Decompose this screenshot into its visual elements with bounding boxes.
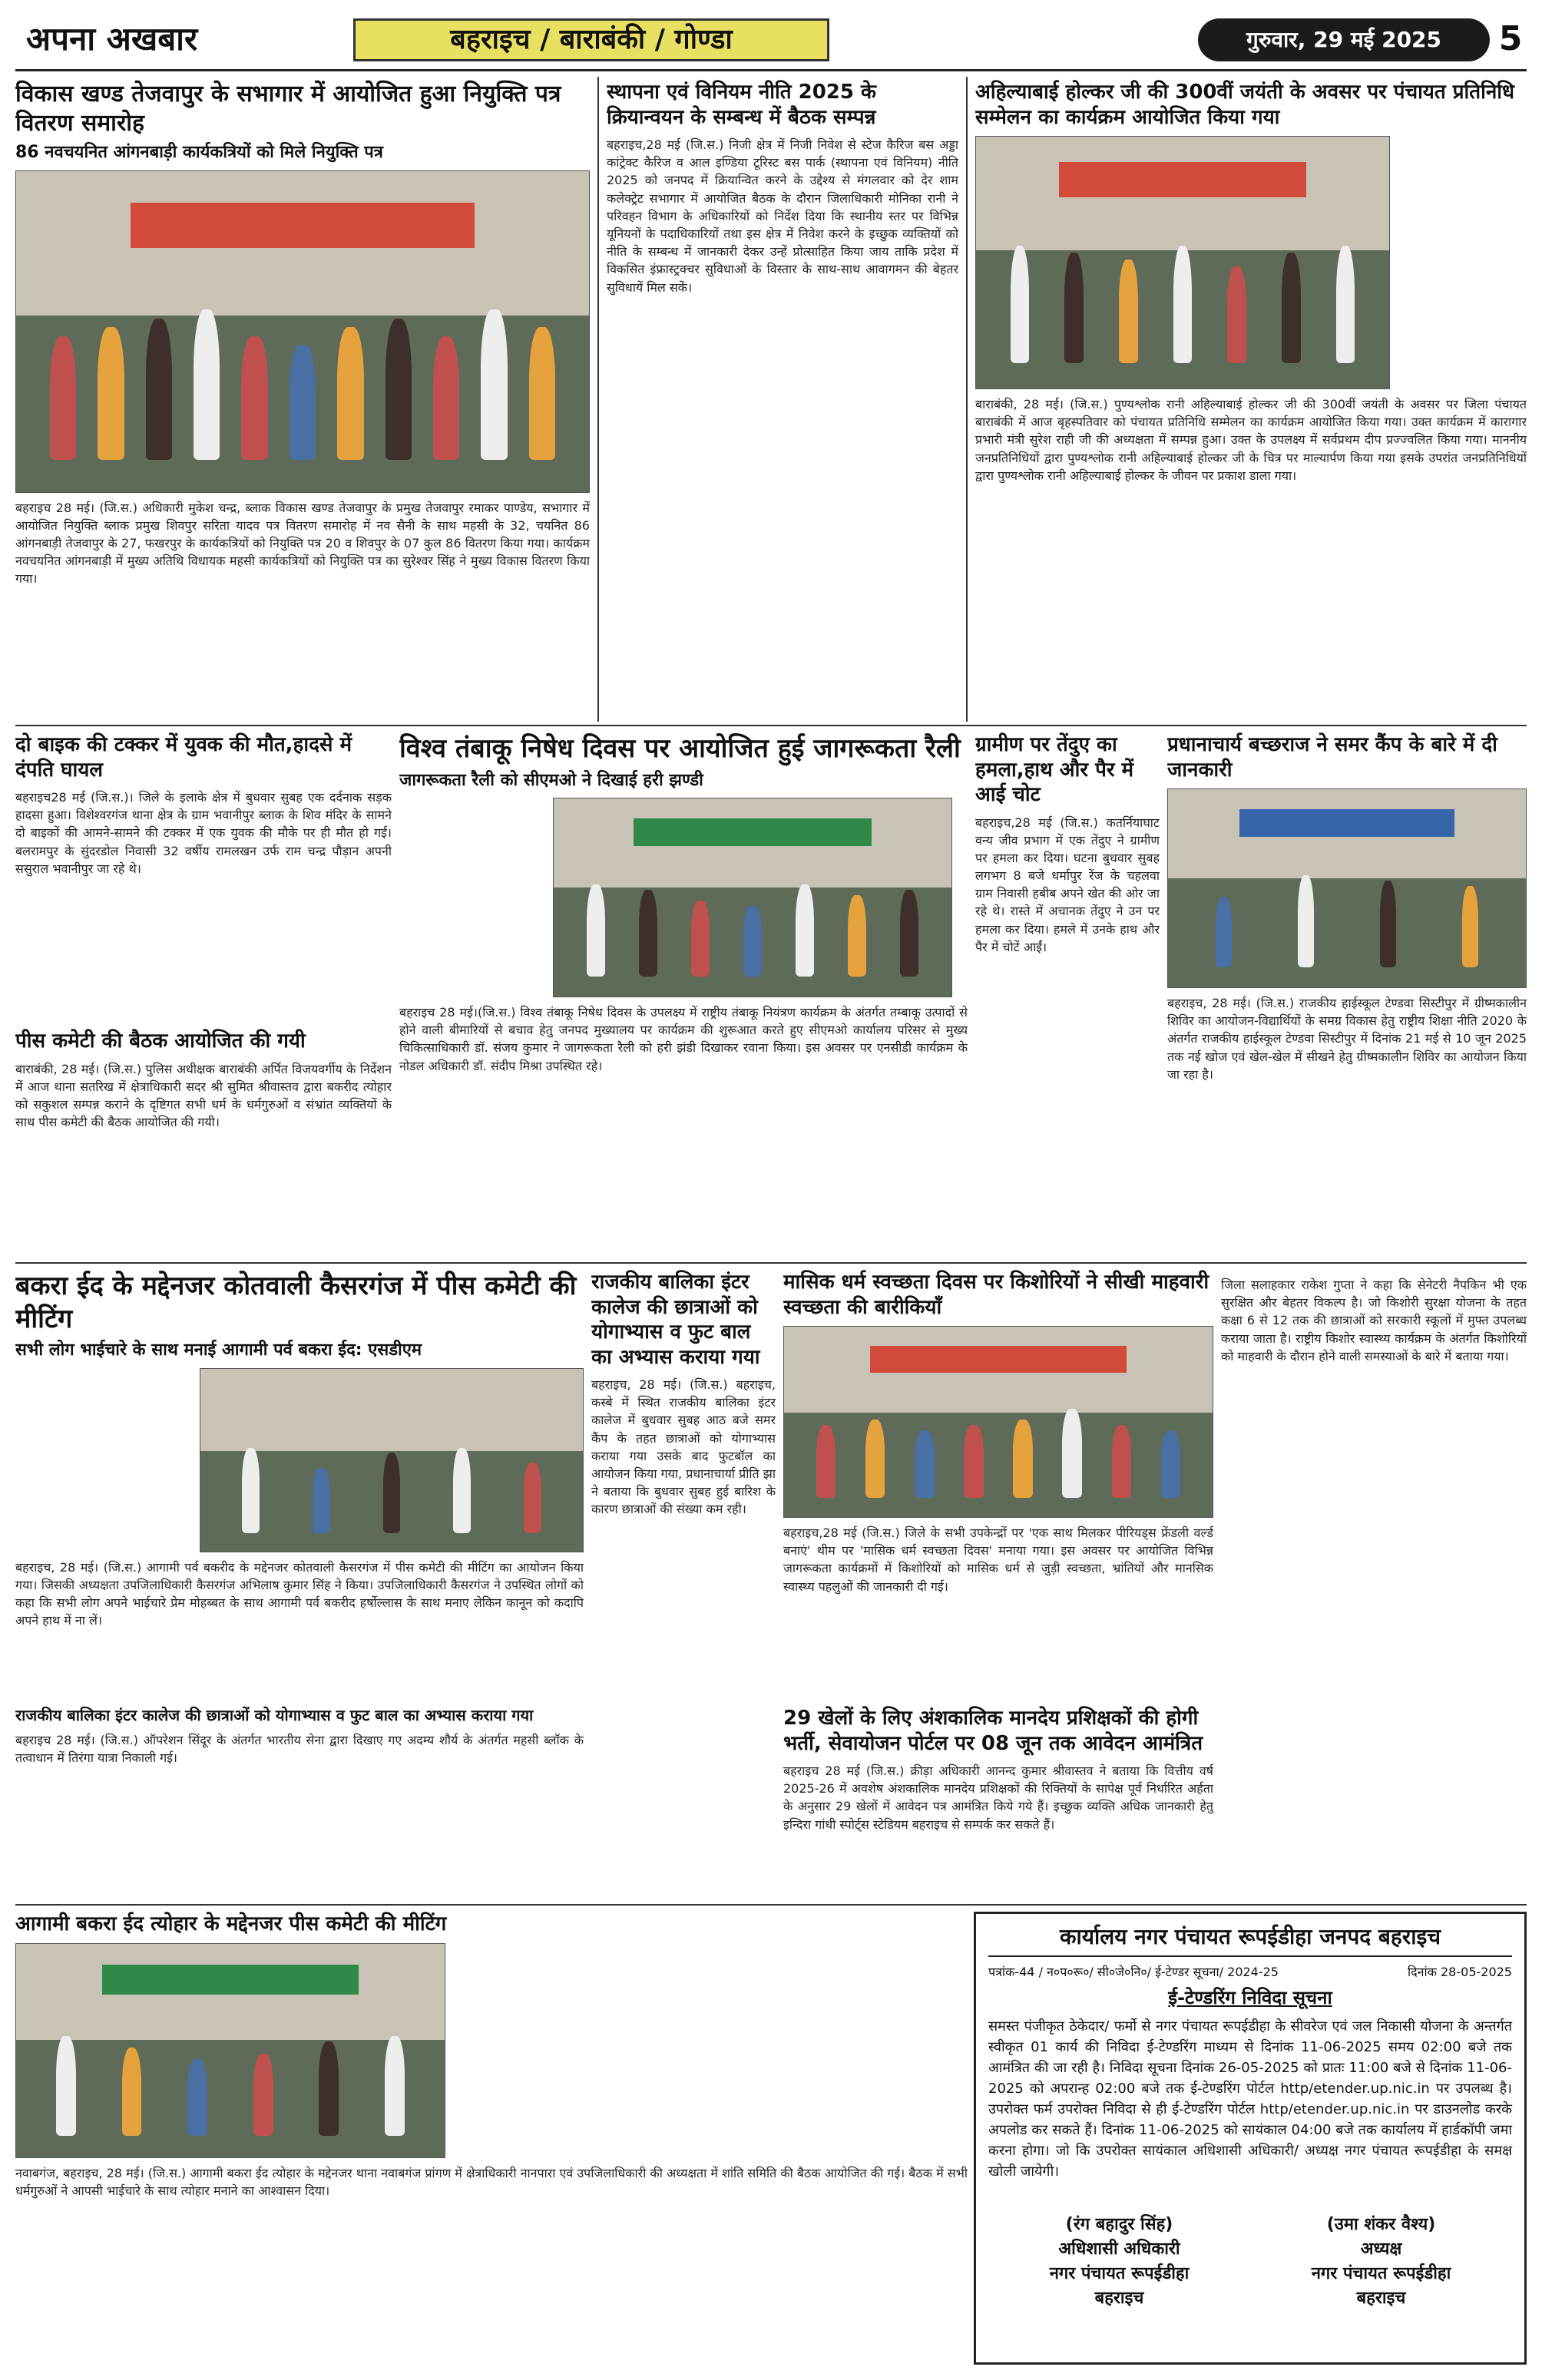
issue-date: गुरुवार, 29 मई 2025 [1198, 18, 1490, 61]
section-divider [15, 725, 1527, 726]
article-subhead: जागरूकता रैली को सीएमओ ने दिखाई हरी झण्डी [399, 770, 703, 790]
article-headline: ग्रामीण पर तेंदुए का हमला,हाथ और पैर में आई चोट [975, 733, 1134, 806]
article-body: बहराइच, 28 मई। (जि.स.) राजकीय हाईस्कूल टेण्डवा सिस्टीपुर में ग्रीष्मकालीन शिविर का आयोजन-विद्यार्थियों के समग्र विकास हेतु राष्ट्रीय शिक्षा नीति 2020 के अंतर्गत राजकीय हाईस्कूल टेण्डवा सिस्टीपुर में दिनांक 21 मई से 10 जून 2025 तक नई खोज एवं खेल-खेल में सीखने हेतु ग्रीष्मकालीन शिविर का आयोजन किया जा रहा है। [1167, 996, 1527, 1082]
article-summer-camp [1167, 732, 1527, 1254]
page-number: 5 [1498, 19, 1523, 58]
article-photo [200, 1368, 584, 1552]
article-headline: स्थापना एवं विनियम नीति 2025 के क्रियान्वयन के सम्बन्ध में बैठक सम्पन्न [607, 81, 876, 129]
article-body: बहराइच 28 मई (जि.स.) क्रीड़ा अधिकारी आनन्द कुमार श्रीवास्तव ने बताया कि वित्तीय वर्ष 2025-26 में अवशेष अंशकालिक मानदेय प्रशिक्षकों की रिक्तियों के सापेक्ष पूर्व निर्धारित अर्हता के अनुसार 29 खेलों में आवेदन पत्र आमंत्रित किये गये हैं। इच्छुक व्यक्ति अधिक जानकारी हेतु इन्दिरा गांधी स्पोर्ट्स स्टेडियम बहराइच से सम्पर्क कर सकते हैं। [783, 1764, 1213, 1832]
article-photo [15, 1943, 445, 2158]
column-divider [597, 77, 599, 722]
article-kaisarganj-peace-committee [15, 1270, 584, 1700]
article-subhead: 86 नवचयनित आंगनबाड़ी कार्यकत्रियों को मिले नियुक्ति पत्र [15, 143, 383, 162]
article-sports-trainers [783, 1706, 1213, 1898]
signatory-name: (उमा शंकर वैश्य) [1326, 2215, 1436, 2234]
article-subhead: सभी लोग भाईचारे के साथ मनाई आगामी पर्व बकरा ईद: एसडीएम [15, 1340, 422, 1360]
article-photo [783, 1326, 1213, 1518]
article-body: बहराइच28 मई (जि.स.)। जिले के इलाके क्षेत्र में बुधवार सुबह एक दर्दनाक सड़क हादसा हुआ। विशेश्वरगंज थाना क्षेत्र के ग्राम भवानीपुर ब्लाक के शिव मंदिर के सामने दो बाइकों की आमने-सामने की टक्कर में एक युवक की मौके पर ही मौत हो गई। बलरामपुर के सुंदरडोल निवासी 32 वर्षीय रामलखन उर्फ राम चन्द्र पौड़ान अपनी ससुराल भवानीपुर जा रहे थे। [15, 790, 392, 876]
edition-banner: बहराइच / बाराबंकी / गोण्डा [353, 18, 829, 61]
signatory-place: बहराइच [1094, 2288, 1144, 2308]
signatory-place: बहराइच [1356, 2288, 1406, 2308]
notice-subtitle: ई-टेण्डरिंग निविदा सूचना [1168, 1987, 1332, 2008]
article-body: बहराइच, 28 मई। (जि.स.) बहराइच, कस्बे में स्थित राजकीय बालिका इंटर कालेज में बुधवार सुबह आठ बजे समर कैंप के तहत छात्राओं को योगाभ्यास कराया गया उसके बाद फुटबॉल का आयोजन किया गया, प्रधानाचार्या प्रीति झा ने बताया कि बुधवार सुबह हुई बारिश के कारण छात्राओं की संख्या कम रही। [591, 1377, 776, 1517]
brand-title: अपना अखबार [26, 20, 198, 58]
article-body: नवाबगंज, बहराइच, 28 मई। (जि.स.) आगामी बकरा ईद त्योहार के मद्देनजर थाना नवाबगंज प्रांगण में क्षेत्राधिकारी नानपारा एवं उपजिलाधिकारी की अध्यक्षता में शांति समिति की बैठक आयोजित की गई। बैठक में सभी धर्मगुरुओं ने आपसी भाईचारे के साथ त्योहार मनाने का आश्वासन दिया। [15, 2165, 968, 2198]
notice-reference [988, 1963, 1512, 1980]
article-headline: 29 खेलों के लिए अंशकालिक मानदेय प्रशिक्षकों की होगी भर्ती, सेवायोजन पोर्टल पर 08 जून तक आवेदन आमंत्रित [783, 1707, 1203, 1755]
article-peace-committee-barabanki [15, 1029, 392, 1254]
article-body: बहराइच,28 मई (जि.स.) जिले के सभी उपकेन्द्रों पर 'एक साथ मिलकर पीरियड्स फ्रेंडली वर्ल्ड बनाएं' थीम पर 'मासिक धर्म स्वच्छता दिवस' मनाया गया। इस अवसर पर आयोजित विभिन्न जागरूकता कार्यक्रमों में किशोरियों को मासिक धर्म से जुड़ी स्वच्छता, भ्रांतियों और मानसिक स्वास्थ्य पहलुओं की जानकारी दी गई। [783, 1526, 1213, 1594]
article-headline: आगामी बकरा ईद त्योहार के मद्देनजर पीस कमेटी की मीटिंग [15, 1912, 447, 1935]
article-body: बहराइच,28 मई (जि.स.) कतर्नियाघाट वन्य जीव प्रभाग में एक तेंदुए ने ग्रामीण पर हमला कर दिया। घटना बुधवार सुबह लगभग 8 बजे धर्मापुर रेंज के चहलवा ग्राम निवासी हबीब अपने खेत की ओर जा रहे थे। रास्ते में अचानक तेंदुए ने उन पर हमला कर दिया। हमले में उनके हाथ और पैर में चोटें आईं। [975, 815, 1160, 954]
article-tobacco-rally [399, 732, 968, 1254]
masthead-rule [15, 69, 1527, 71]
article-bike-accident [15, 732, 392, 1024]
article-menstrual-hygiene-continued [1221, 1270, 1527, 1896]
section-divider [15, 1904, 1527, 1906]
article-body: बहराइच 28 मई। (जि.स.) ऑपरेशन सिंदूर के अंतर्गत भारतीय सेना द्वारा दिखाए गए अदम्य शौर्य के अंतर्गत महसी ब्लॉक के तत्वाधान में तिरंगा यात्रा निकाली गई। [15, 1733, 584, 1766]
article-photo [975, 136, 1390, 389]
article-body: बाराबंकी, 28 मई। (जि.स.) पुण्यश्लोक रानी अहिल्याबाई होल्कर जी की 300वीं जयंती के अवसर पर जिला पंचायत बाराबंकी में आज बृहस्पतिवार को पंचायत प्रतिनिधि सम्मेलन का कार्यक्रम आयोजित किया गया। उक्त कार्यक्रम में कारागार प्रभारी मंत्री सुरेश राही जी की अध्यक्षता में सम्पन्न हुआ। उक्त के उपलक्ष्य में सर्वप्रथम दीप प्रज्ज्वलित किया गया। माननीय जनप्रतिनिधियों द्वारा पुण्यश्लोक रानी अहिल्याबाई होल्कर जी के चित्र पर माल्यार्पण किया गया इसके उपरांत जनप्रतिनिधियों द्वारा पुण्यश्लोक रानी अहिल्याबाई होल्कर के जीवन पर प्रकाश डाला गया। [975, 397, 1527, 483]
article-headline: राजकीय बालिका इंटर कालेज की छात्राओं को योगाभ्यास व फुट बाल का अभ्यास कराया गया [591, 1271, 760, 1369]
article-policy-meeting [607, 80, 958, 717]
article-headline: प्रधानाचार्य बच्छराज ने समर कैंप के बारे में दी जानकारी [1167, 733, 1497, 782]
article-appointment-letters [15, 80, 590, 717]
article-headline: विश्व तंबाकू निषेध दिवस पर आयोजित हुई जागरूकता रैली [399, 733, 961, 764]
article-body: बहराइच, 28 मई। (जि.स.) आगामी पर्व बकरीद के मद्देनजर कोतवाली कैसरगंज में पीस कमेटी की मीटिंग का आयोजन किया गया। जिसकी अध्यक्षता उपजिलाधिकारी कैसरगंज अभिलाष कुमार सिंह ने किया। उपजिलाधिकारी कैसरगंज ने उपस्थित लोगों को कहा कि सभी लोग अपने भाईचारे प्रेम मोहब्बत के साथ आगामी पर्व बकरीद हर्षोल्लास के साथ मनाए लेकिन कानून को कदापि अपने हाथ में ना लें। [15, 1559, 584, 1628]
article-body: बहराइच 28 मई।(जि.स.) विश्व तंबाकू निषेध दिवस के उपलक्ष्य में राष्ट्रीय तंबाकू नियंत्रण कार्यक्रम के अंतर्गत तम्बाकू उत्पादों से होने वाली बीमारियों से बचाव हेतु जनपद मुख्यालय पर कार्यक्रम की शुरूआत करते हुए सीएमओ कार्यालय परिसर से मुख्य चिकित्साधिकारी डॉ. संजय कुमार ने जागरूकता रैली को हरी झंडी दिखाकर रवाना किया। इस अवसर पर एनसीडी कार्यक्रम के नोडल अधिकारी डॉ. संदीप मिश्रा उपस्थित रहे। [399, 1005, 968, 1073]
article-menstrual-hygiene [783, 1270, 1213, 1700]
notice-ref-number: पत्रांक-44 / न०प०रू०/ सी०जे०नि०/ ई-टेण्डर सूचना/ 2024-25 [988, 1965, 1279, 1979]
article-tiranga-yatra [15, 1706, 584, 1898]
column-divider [966, 77, 968, 722]
signatory-title: अधिशासी अधिकारी [1058, 2239, 1180, 2259]
notice-title: कार्यालय नगर पंचायत रूपईडीहा जनपद बहराइच [988, 1922, 1512, 1957]
article-headline: पीस कमेटी की बैठक आयोजित की गयी [15, 1030, 306, 1053]
notice-signatures [988, 2213, 1512, 2311]
article-ahilyabai-jayanti [975, 80, 1527, 717]
article-nawabganj-peace-committee [15, 1912, 968, 2365]
article-leopard-attack [975, 732, 1160, 1254]
article-headline: बकरा ईद के मद्देनजर कोतवाली कैसरगंज में पीस कमेटी की मीटिंग [15, 1271, 577, 1334]
signatory-name: (रंग बहादुर सिंह) [1065, 2215, 1173, 2234]
article-headline: विकास खण्ड तेजवापुर के सभागार में आयोजित हुआ नियुक्ति पत्र वितरण समारोह [15, 81, 561, 137]
article-headline: राजकीय बालिका इंटर कालेज की छात्राओं को योगाभ्यास व फुट बाल का अभ्यास कराया गया [15, 1706, 534, 1724]
notice-body: समस्त पंजीकृत ठेकेदार/ फर्मो से नगर पंचायत रूपईडीहा के सीवरेज एवं जल निकासी योजना के अन्तर्गत स्वीकृत 01 कार्य की निविदा ई-टेण्डरिंग माध्यम से दिनांक 11-06-2025 समय 02:00 बजे तक आमंत्रित की जा रही है। निविदा सूचना दिनांक 26-05-2025 को प्रातः 11:00 बजे से दिनांक 11-06-2025 को अपरान्ह 02:00 बजे तक ई-टेण्डरिंग पोर्टल http/etender.up.nic.in पर उपलब्ध है। उपरोक्त फर्म उपरोक्त निविदा से ही ई-टेण्डरिंग पोर्टल http/etender.up.nic.in पर डाउनलोड करके अपलोड कर सकते हैं। दिनांक 11-06-2025 को सायंकाल 04:00 बजे तक कार्यालय में हार्डकॉपी जमा करना होगा। जो कि उपरोक्त सायंकाल अधिशासी अधिकारी/ अध्यक्ष नगर पंचायत रूपईडीहा के समक्ष खोली जायेगी। [988, 2018, 1512, 2180]
signatory-org: नगर पंचायत रूपईडीहा [1049, 2263, 1190, 2283]
article-headline: दो बाइक की टक्कर में युवक की मौत,हादसे में दंपति घायल [15, 733, 352, 782]
article-headline: अहिल्याबाई होल्कर जी की 300वीं जयंती के अवसर पर पंचायत प्रतिनिधि सम्मेलन का कार्यक्रम आयोजित किया गया [975, 81, 1514, 129]
signature-chairman [1312, 2213, 1451, 2311]
article-body: बहराइच 28 मई। (जि.स.) अधिकारी मुकेश चन्द्र, ब्लाक विकास खण्ड तेजवापुर के प्रमुख तेजवापुर रमाकर पाण्डेय, सभागार में आयोजित नियुक्ति ब्लाक प्रमुख शिवपुर सरिता यादव पत्र वितरण समारोह में नव सैनी के साथ महसी के 32, चयनित 86 आंगनबाड़ी तेजवापुर के 27, फखरपुर के कार्यकत्रियों को नियुक्ति पत्र 20 व शिवपुर के 07 कुल 86 वितरण किया गया। कार्यक्रम नवचयनित आंगनबाड़ी में मुख्य अतिथि विधायक महसी कार्यकत्रियों को नियुक्ति पत्र का सुरेश्वर सिंह ने मुख्य विकास वितरण किया गया। [15, 500, 590, 587]
signatory-org: नगर पंचायत रूपईडीहा [1311, 2263, 1451, 2283]
article-body: बाराबंकी, 28 मई। (जि.स.) पुलिस अधीक्षक बाराबंकी अर्पित विजयवर्गीय के निर्देशन में आज थाना सतरिख में क्षेत्राधिकारी सदर श्री सुमित श्रीवास्तव द्वारा बकरीद त्योहार को सकुशल सम्पन्न कराने के दृष्टिगत सभी धर्म के धर्मगुरुओं व संभ्रांत व्यक्तियों के साथ पीस कमेटी की बैठक आयोजित की गयी। [15, 1061, 392, 1130]
article-girls-college-yoga [591, 1270, 776, 1899]
signatory-title: अध्यक्ष [1360, 2239, 1402, 2259]
notice-ref-date: दिनांक 28-05-2025 [1407, 1965, 1512, 1979]
signature-executive-officer [1050, 2213, 1190, 2311]
article-photo [553, 798, 952, 997]
article-body: जिला सलाहकार राकेश गुप्ता ने कहा कि सेनेटरी नैपकिन भी एक सुरक्षित और बेहतर विकल्प है। जो किशोरी सुरक्षा योजना के तहत कक्षा 6 से 12 तक की छात्राओं को सरकारी स्कूलों में मुफ्त उपलब्ध कराया जाता है। राष्ट्रीय किशोर स्वास्थ्य कार्यक्रम के अंतर्गत किशोरियों को माहवारी के दौरान होने वाली समस्याओं के बारे में बताया गया। [1221, 1278, 1527, 1364]
masthead [15, 14, 1527, 64]
article-headline: मासिक धर्म स्वच्छता दिवस पर किशोरियों ने सीखी माहवारी स्वच्छता की बारीकियाँ [783, 1271, 1209, 1319]
article-photo [15, 170, 590, 493]
article-body: बहराइच,28 मई (जि.स.) निजी क्षेत्र में निजी निवेश से स्टेज कैरिज बस अड्डा कांट्रेक्ट कैरिज व आल इण्डिया टूरिस्ट बस पार्क (स्थापना एवं विनियम) नीति 2025 को जनपद में क्रियान्वित करने के उद्देश्य से मंगलवार को देर शाम कलेक्ट्रेट सभागार में आयोजित बैठक के दौरान जिलाधिकारी मोनिका रानी ने परिवहन विभाग के अधिकारियों को निर्देश दिया कि स्थानीय स्तर पर विभिन्न यूनियनों के पदाधिकारियों तथा इस क्षेत्र में निवेश करने के इच्छुक व्यक्तियों को नीति के सम्बन्ध में जानकारी देकर उन्हें प्रोत्साहित किया जाय ताकि प्रदेश में विकसित इंफ्रास्ट्रक्चर सुविधाओं के विस्तार के साथ-साथ आवागमन की बेहतर सुविधायें मिल सकें। [607, 137, 958, 295]
section-divider [15, 1262, 1527, 1264]
e-tender-notice [974, 1912, 1527, 2365]
article-photo [1167, 788, 1527, 988]
